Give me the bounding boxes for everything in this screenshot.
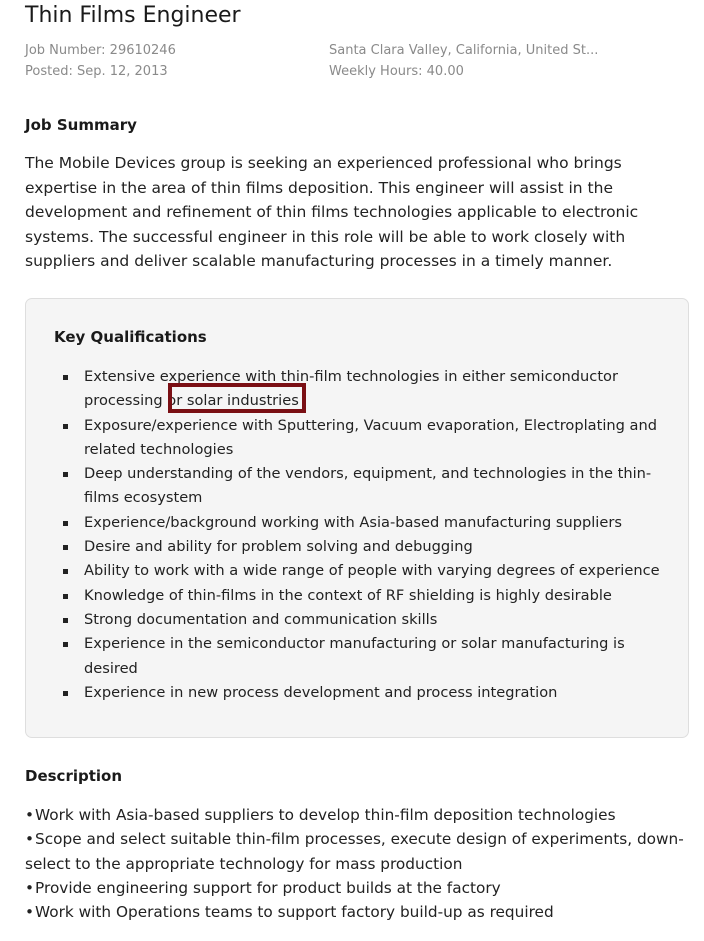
square-bullet-icon xyxy=(63,618,68,623)
job-meta-right xyxy=(329,40,598,82)
qualification-item xyxy=(54,584,664,608)
description-item xyxy=(25,827,685,876)
qualification-text: Extensive experience with thin-film technologies in either semiconductor processing or solar industries xyxy=(84,368,618,410)
description-item xyxy=(25,900,685,924)
square-bullet-icon xyxy=(63,691,68,696)
description-text: Scope and select suitable thin-film processes, execute design of experiments, down-select to the appropriate technology for mass production xyxy=(25,830,684,873)
job-number: Job Number: 29610246 xyxy=(25,43,176,58)
square-bullet-icon xyxy=(63,545,68,550)
job-summary-heading: Job Summary xyxy=(25,116,137,134)
key-qualifications-heading: Key Qualifications xyxy=(54,328,207,346)
bullet-dot-icon: • xyxy=(25,878,35,897)
qualification-item xyxy=(54,535,664,559)
qualification-text: Knowledge of thin-films in the context of RF shielding is highly desirable xyxy=(84,586,612,604)
square-bullet-icon xyxy=(63,375,68,380)
job-location: Santa Clara Valley, California, United St... xyxy=(329,43,599,58)
description-item xyxy=(25,803,685,827)
qualification-item xyxy=(54,608,664,632)
qualification-item xyxy=(54,414,664,463)
qualification-item xyxy=(54,365,664,414)
qualification-item xyxy=(54,559,664,583)
qualification-text: Deep understanding of the vendors, equipment, and technologies in the thin-films ecosystem xyxy=(84,465,652,507)
qualification-item xyxy=(54,681,664,705)
qualification-item xyxy=(54,632,664,681)
qualification-item xyxy=(54,462,664,511)
bullet-dot-icon: • xyxy=(25,903,35,922)
description-list xyxy=(25,803,685,924)
qualification-text: Desire and ability for problem solving and debugging xyxy=(84,538,473,556)
qualification-item xyxy=(54,511,664,535)
qualification-text: Experience in the semiconductor manufacturing or solar manufacturing is desired xyxy=(84,635,625,677)
posted-date: Posted: Sep. 12, 2013 xyxy=(25,64,168,79)
job-title: Thin Films Engineer xyxy=(25,3,241,28)
square-bullet-icon xyxy=(63,642,68,647)
weekly-hours: Weekly Hours: 40.00 xyxy=(329,64,464,79)
description-text: Provide engineering support for product builds at the factory xyxy=(35,878,501,897)
square-bullet-icon xyxy=(63,424,68,429)
qualification-text: Strong documentation and communication skills xyxy=(84,610,438,628)
square-bullet-icon xyxy=(63,472,68,477)
qualification-text: Experience/background working with Asia-based manufacturing suppliers xyxy=(84,513,622,531)
qualification-text: Experience in new process development and process integration xyxy=(84,683,558,701)
description-item xyxy=(25,876,685,900)
square-bullet-icon xyxy=(63,569,68,574)
square-bullet-icon xyxy=(63,521,68,526)
key-qualifications-panel xyxy=(25,298,689,738)
bullet-dot-icon: • xyxy=(25,806,35,824)
qualification-text: Ability to work with a wide range of people with varying degrees of experience xyxy=(84,562,660,580)
job-meta-left xyxy=(25,40,176,82)
key-qualifications-list xyxy=(54,365,664,705)
description-heading: Description xyxy=(25,767,123,785)
square-bullet-icon xyxy=(63,594,68,599)
qualification-text: Exposure/experience with Sputtering, Vacuum evaporation, Electroplating and related technologies xyxy=(84,416,657,458)
description-text: Work with Asia-based suppliers to develop thin-film deposition technologies xyxy=(35,806,616,824)
description-text: Work with Operations teams to support factory build-up as required xyxy=(35,903,554,922)
bullet-dot-icon: • xyxy=(25,830,35,849)
job-summary-text: The Mobile Devices group is seeking an experienced professional who brings expertise in the area of thin films deposition. This engineer will assist in the development and refinement of thin films technologies applicable to electronic systems. The successful engineer in this role will be able to work closely with suppliers and deliver scalable manufacturing processes in a timely manner. xyxy=(25,154,639,270)
